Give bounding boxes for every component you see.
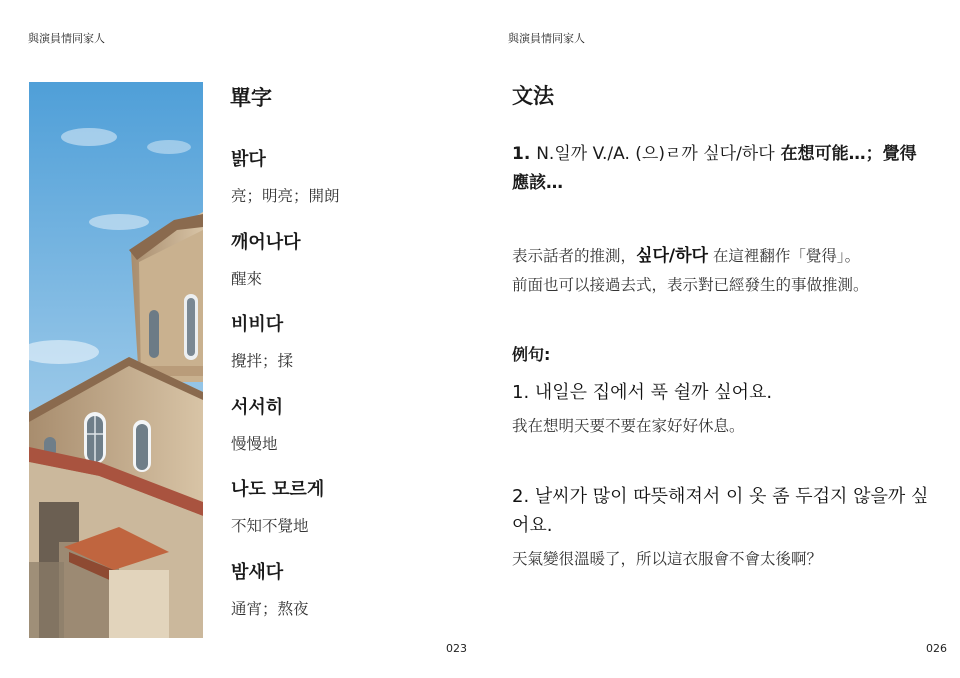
page-header: 與演員情同家人 [28,32,105,45]
explanation-text: 在這裡翻作「覺得」。 [707,247,861,265]
example-korean: 2. 날씨가 많이 따뜻해져서 이 옷 좀 두겁지 않을까 싶어요. [512,486,929,536]
vocab-item [231,147,471,230]
church-photo [29,82,203,638]
grammar-point [512,140,932,198]
vocab-word: 서서히 [231,396,284,418]
vocab-word: 비비다 [231,314,284,335]
vocab-meaning: 攪拌；揉 [231,352,294,370]
right-page [480,0,960,678]
example-sentence [512,378,932,437]
vocab-word: 밝다 [231,149,266,170]
vocab-item [231,560,471,643]
grammar-explanation [512,242,942,300]
grammar-pattern: N.일까 V./A. (으)ㄹ까 싶다/하다 [536,144,775,164]
vocab-word: 나도 모르게 [231,479,325,500]
example-sentence [512,482,932,570]
grammar-number: 1. [512,144,531,164]
page-number: 023 [446,642,467,655]
vocab-meaning: 不知不覺地 [231,517,309,535]
explanation-line-2: 前面也可以接過去式，表示對已經發生的事做推測。 [512,276,869,294]
vocab-meaning: 亮；明亮；開朗 [231,187,340,205]
vocab-word: 깨어나다 [231,231,301,253]
example-translation: 天氣變很溫暖了，所以這衣服會不會太後啊？ [512,550,823,568]
grammar-title: 文法 [512,84,554,108]
vocab-meaning: 通宵；熬夜 [231,599,309,618]
explanation-text: 表示話者的推測， [512,247,637,265]
vocab-meaning: 醒來 [231,269,263,288]
vocab-item [231,312,471,395]
grammar-meaning: 在想可能…；覺得應該… [512,144,917,193]
example-korean: 1. 내일은 집에서 푹 쉴까 싶어요. [512,382,773,403]
page-header: 與演員情同家人 [508,32,585,45]
vocab-title: 單字 [230,86,272,110]
example-translation: 我在想明天要不要在家好好休息。 [512,417,745,435]
vocab-meaning: 慢慢地 [231,434,278,453]
examples-label: 例句: [512,345,551,364]
vocab-item [231,477,471,560]
explanation-line-1 [512,242,942,271]
vocab-list [231,147,471,642]
vocab-item [231,395,471,478]
vocab-word: 밤새다 [231,561,284,583]
explanation-term: 싶다/하다 [636,246,708,266]
page-number: 026 [926,642,947,655]
vocab-item [231,230,471,313]
